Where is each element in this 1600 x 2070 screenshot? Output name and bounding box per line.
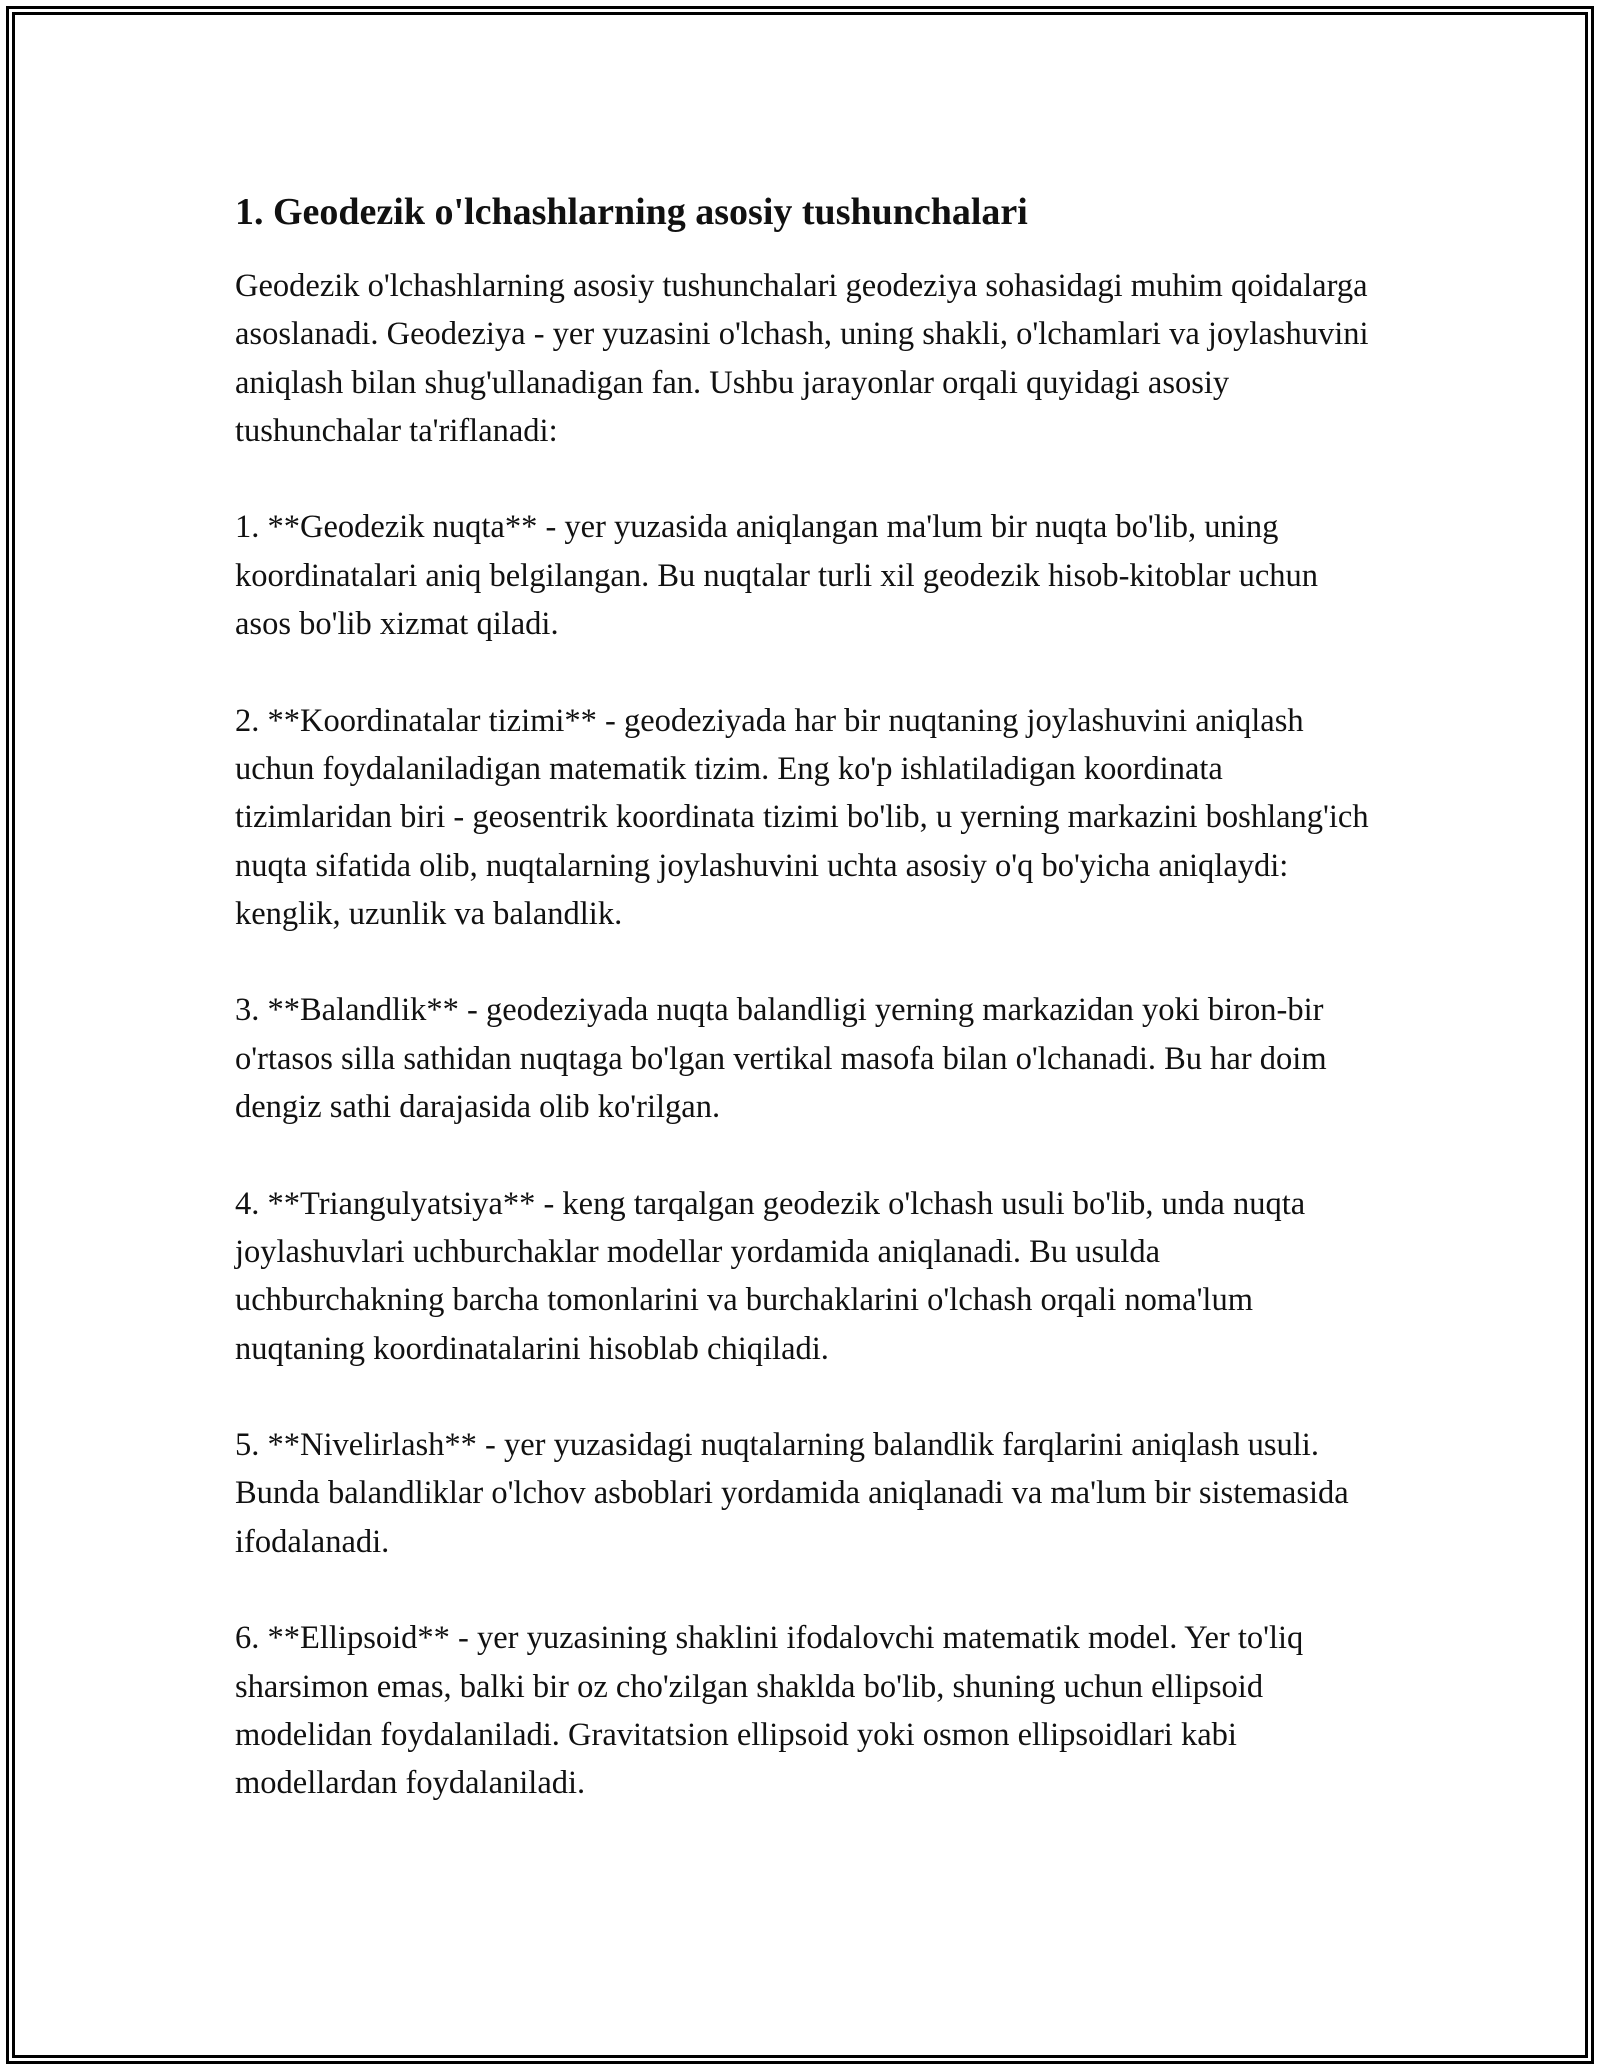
paragraph-triangulation: 4. **Triangulyatsiya** - keng tarqalgan geodezik o'lchash usuli bo'lib, unda nuqta joylashuvlari uchburchaklar modellar yordamida aniqlanadi. Bu usulda uchburchakning barcha tomonlarini va burchaklarini o'lchash orqali noma'lum nuqtaning koordinatalarini hisoblab chiqiladi. [235, 1185, 1306, 1367]
paragraph-leveling: 5. **Nivelirlash** - yer yuzasidagi nuqtalarning balandlik farqlarini aniqlash usuli. Bunda balandliklar o'lchov asboblari yordamida aniqlanadi va ma'lum bir sistemasida ifodalanadi. [235, 1427, 1349, 1560]
paragraph-coordinate-system: 2. **Koordinatalar tizimi** - geodeziyada har bir nuqtaning joylashuvini aniqlash uchun foydalaniladigan matematik tizim. Eng ko'p ishlatiladigan koordinata tizimlaridan biri - geosentrik koordinata tizimi bo'lib, u yerning markazini boshlang'ich nuqta sifatida olib, nuqtalarning joylashuvini uchta asosiy o'q bo'yicha aniqlaydi: kenglik, uzunlik va balandlik. [235, 702, 1369, 932]
page-title: 1. Geodezik o'lchashlarning asosiy tushunchalari [235, 191, 1028, 233]
paragraph-geodetic-point: 1. **Geodezik nuqta** - yer yuzasida aniqlangan ma'lum bir nuqta bo'lib, uning koordinatalari aniq belgilangan. Bu nuqtalar turli xil geodezik hisob-kitoblar uchun asos bo'lib xizmat qiladi. [235, 509, 1319, 643]
paragraph-ellipsoid: 6. **Ellipsoid** - yer yuzasining shaklini ifodalovchi matematik model. Yer to'liq sharsimon emas, balki bir oz cho'zilgan shaklda bo'lib, shuning uchun ellipsoid modelidan foydalaniladi. Gravitatsion ellipsoid yoki osmon ellipsoidlari kabi modellardan foydalaniladi. [235, 1620, 1304, 1802]
document-body [235, 186, 1375, 1856]
intro-paragraph: Geodezik o'lchashlarning asosiy tushunchalari geodeziya sohasidagi muhim qoidalarga asoslanadi. Geodeziya - yer yuzasini o'lchash, uning shakli, o'lchamlari va joylashuvini aniqlash bilan shug'ullanadigan fan. Ushbu jarayonlar orqali quyidagi asosiy tushunchalar ta'riflanadi: [235, 268, 1369, 449]
paragraph-height: 3. **Balandlik** - geodeziyada nuqta balandligi yerning markazidan yoki biron-bir o'rtasos silla sathidan nuqtaga bo'lgan vertikal masofa bilan o'lchanadi. Bu har doim dengiz sathi darajasida olib ko'rilgan. [235, 992, 1327, 1126]
